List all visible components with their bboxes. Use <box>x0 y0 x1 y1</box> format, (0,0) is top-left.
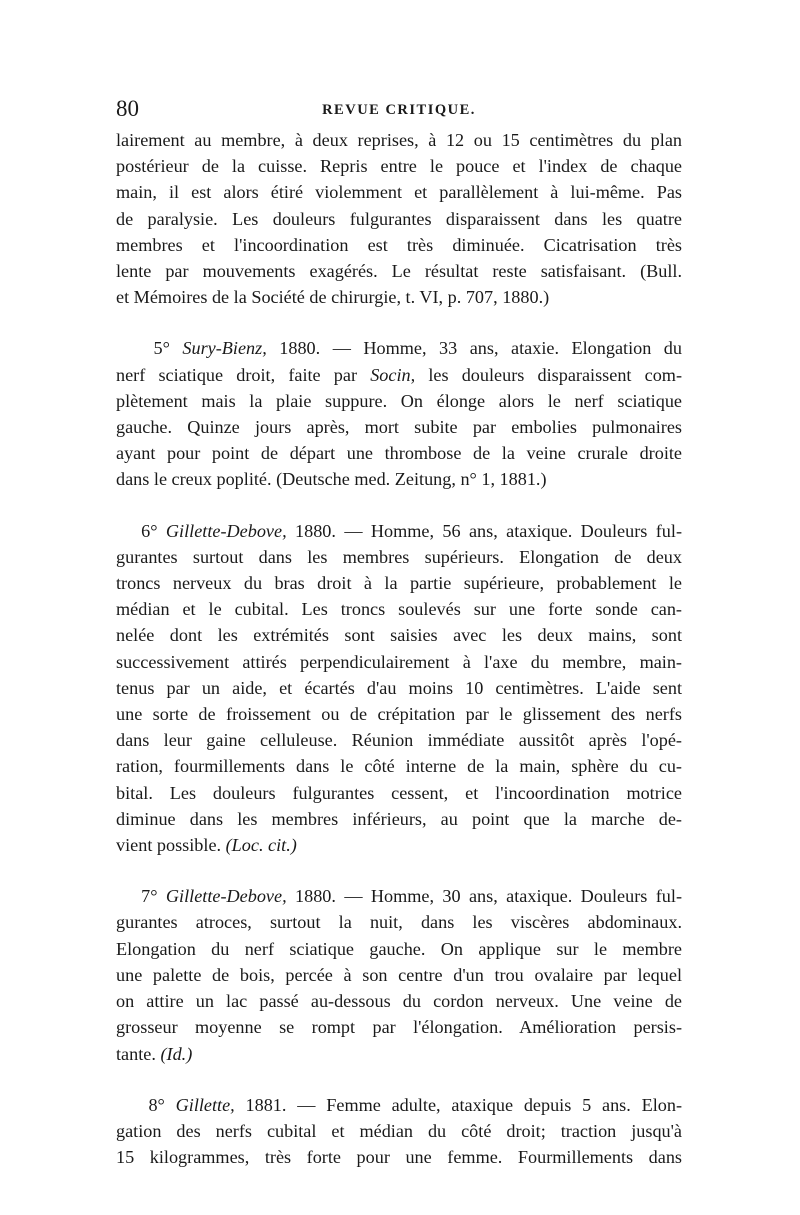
case-entry-5 <box>116 335 682 492</box>
entry-text: tante. <box>116 1043 161 1064</box>
text-line <box>116 1041 682 1067</box>
entry-author: Gillette-Debove, <box>165 520 287 541</box>
page-body <box>116 127 682 1170</box>
text-line: membres et l'incoordination est très diminuée. Cicatrisation très <box>116 234 682 255</box>
entry-author: Sury-Bienz, <box>182 338 267 359</box>
text-line: 15 kilogrammes, très forte pour une femme. Fourmillements dans <box>116 1147 682 1168</box>
text-line: gurantes atroces, surtout la nuit, dans les viscères abdominaux. <box>116 912 682 933</box>
text-line: lairement au membre, à deux reprises, à 12 ou 15 centimètres du plan <box>116 130 682 150</box>
entry-reference: (Id.) <box>160 1043 193 1064</box>
text-line: gurantes surtout dans les membres supérieurs. Elongation de deux <box>116 546 682 567</box>
entry-cited-author: Socin, <box>370 364 416 385</box>
running-title: REVUE CRITIQUE. <box>322 102 476 118</box>
text-line: bital. Les douleurs fulgurantes cessent, et l'incoordination motrice <box>116 782 682 803</box>
text-line: ayant pour point de départ une thrombose de la veine crurale droite <box>116 443 682 464</box>
text-line: une sorte de froissement ou de crépitation par le glissement des nerfs <box>116 704 682 725</box>
continuation-paragraph <box>116 127 682 310</box>
entry-first-line <box>116 518 682 544</box>
entry-text: vient possible. <box>116 835 226 856</box>
entry-text: les douleurs disparaissent com- <box>415 364 683 385</box>
text-line: une palette de bois, percée à son centre d'un trou ovalaire par lequel <box>116 964 682 985</box>
case-entry-8 <box>116 1092 682 1171</box>
entry-text: 1880. — Homme, 56 ans, ataxique. Douleurs ful- <box>286 520 683 541</box>
running-head <box>116 96 682 124</box>
text-line: successivement attirés perpendiculairement à l'axe du membre, main- <box>116 651 682 672</box>
text-line: on attire un lac passé au-dessous du cordon nerveux. Une veine de <box>116 991 682 1012</box>
entry-text: 1880. — Homme, 30 ans, ataxique. Douleurs ful- <box>286 886 683 907</box>
text-line: troncs nerveux du bras droit à la partie supérieure, probablement le <box>116 573 682 594</box>
entry-first-line <box>116 335 682 361</box>
text-line <box>116 362 682 388</box>
text-line: nelée dont les extrémités sont saisies avec les deux mains, sont <box>116 625 682 646</box>
text-line: dans le creux poplité. (Deutsche med. Zeitung, n° 1, 1881.) <box>116 469 547 490</box>
entry-author: Gillette-Debove, <box>165 886 287 907</box>
entry-number: 6° <box>141 520 158 541</box>
entry-first-line <box>116 883 682 909</box>
text-line: Elongation du nerf sciatique gauche. On applique sur le membre <box>116 938 682 959</box>
entry-number: 7° <box>141 886 158 907</box>
text-line <box>116 832 682 858</box>
text-line: lente par mouvements exagérés. Le résultat reste satisfaisant. (Bull. <box>116 261 682 282</box>
case-entry-7 <box>116 883 682 1066</box>
entry-first-line <box>116 1092 682 1118</box>
text-line: de paralysie. Les douleurs fulgurantes disparaissent dans les quatre <box>116 208 682 229</box>
text-line: grosseur moyenne se rompt par l'élongation. Amélioration persis- <box>116 1017 682 1038</box>
text-line: gation des nerfs cubital et médian du côté droit; traction jusqu'à <box>116 1120 682 1141</box>
entry-number: 8° <box>148 1094 165 1115</box>
entry-text: nerf sciatique droit, faite par <box>116 364 371 385</box>
text-line: tenus par un aide, et écartés d'au moins 10 centimètres. L'aide sent <box>116 677 682 698</box>
entry-text: 1881. — Femme adulte, ataxique depuis 5 ans. Elon- <box>234 1094 683 1115</box>
text-line: et Mémoires de la Société de chirurgie, t. VI, p. 707, 1880.) <box>116 287 550 308</box>
text-line: postérieur de la cuisse. Repris entre le pouce et l'index de chaque <box>116 156 682 177</box>
text-line: plètement mais la plaie suppure. On élonge alors le nerf sciatique <box>116 390 682 411</box>
text-line: ration, fourmillements dans le côté interne de la main, sphère du cu- <box>116 756 682 777</box>
entry-reference: (Loc. cit.) <box>225 835 297 856</box>
entry-text: 1880. — Homme, 33 ans, ataxie. Elongation du <box>266 338 682 359</box>
text-line: médian et le cubital. Les troncs soulevés sur une forte sonde can- <box>116 599 682 620</box>
entry-author: Gillette, <box>175 1094 235 1115</box>
entry-number: 5° <box>153 338 170 359</box>
text-line: gauche. Quinze jours après, mort subite par embolies pulmonaires <box>116 417 682 438</box>
page-number: 80 <box>116 96 139 121</box>
text-line: dans leur gaine celluleuse. Réunion immédiate aussitôt après l'opé- <box>116 730 682 751</box>
case-entry-6 <box>116 518 682 859</box>
text-line: main, il est alors étiré violemment et parallèlement à lui-même. Pas <box>116 182 682 203</box>
text-line: diminue dans les membres inférieurs, au point que la marche de- <box>116 808 682 829</box>
